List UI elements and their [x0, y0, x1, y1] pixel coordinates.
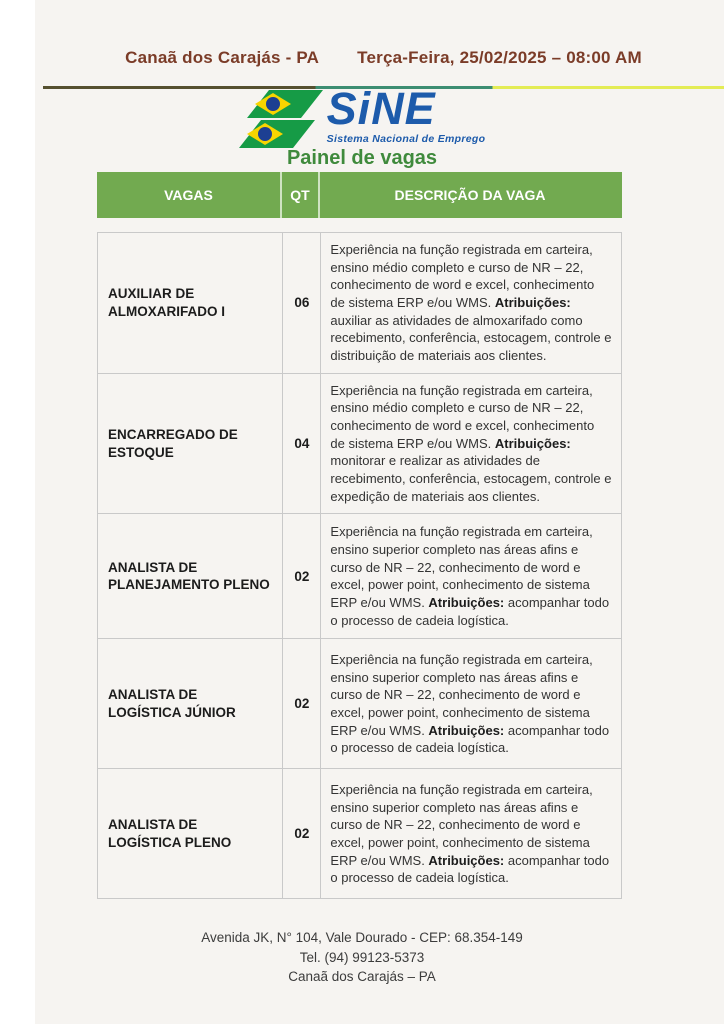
- document-footer: [0, 928, 724, 987]
- column-header-qt: QT: [282, 172, 320, 218]
- job-desc-duties: monitorar e realizar as atividades de recebimento, conferência, estocagem, controle e expedição de materiais aos clientes.: [330, 453, 612, 504]
- sine-logo-name: SiNE: [326, 83, 436, 134]
- sine-logo-text: [326, 83, 486, 145]
- job-desc-atribuicoes-label: Atribuições:: [494, 435, 571, 451]
- job-desc-requirements: Experiência na função registrada em carteira, ensino médio completo e curso de NR – 22, conhecimento de word e excel, conhecimento de sistema ERP e/ou WMS.: [330, 382, 595, 451]
- job-desc-atribuicoes-label: Atribuições:: [494, 295, 571, 311]
- job-desc-duties: acompanhar todo o processo de cadeia logística.: [330, 595, 610, 628]
- header-location: Canaã dos Carajás - PA: [125, 48, 320, 67]
- footer-city: Canaã dos Carajás – PA: [288, 969, 436, 985]
- jobs-table-body: [97, 232, 622, 899]
- job-desc-requirements: Experiência na função registrada em carteira, ensino médio completo e curso de NR – 22, conhecimento de word e excel, conhecimento de sistema ERP e/ou WMS.: [330, 242, 595, 311]
- table-row: [98, 373, 622, 514]
- job-title: ANALISTA DE LOGÍSTICA PLENO: [98, 769, 283, 899]
- job-description: [321, 233, 622, 374]
- brazil-flag-s-icon: [239, 90, 323, 155]
- job-description: [321, 373, 622, 514]
- table-header-row: [97, 172, 622, 218]
- table-row: [98, 233, 622, 374]
- sine-logo: [0, 83, 724, 155]
- sine-logo-subtitle: Sistema Nacional de Emprego: [326, 133, 486, 145]
- job-description: [321, 514, 622, 639]
- job-title: ENCARREGADO DE ESTOQUE: [98, 373, 283, 514]
- footer-address: Avenida JK, N° 104, Vale Dourado - CEP: 68.354-149: [201, 930, 523, 945]
- job-title: AUXILIAR DE ALMOXARIFADO I: [98, 233, 283, 374]
- job-description: [321, 769, 622, 899]
- job-qt: 04: [283, 373, 321, 514]
- job-desc-atribuicoes-label: Atribuições:: [428, 722, 505, 738]
- job-desc-requirements: Experiência na função registrada em carteira, ensino superior completo nas áreas afins e curso de NR – 22, conhecimento de word e excel, power point, conhecimento de sistema ERP e/ou WMS.: [330, 651, 593, 738]
- page-title: Painel de vagas: [286, 147, 438, 169]
- footer-phone: Tel. (94) 99123-5373: [299, 949, 425, 965]
- column-header-vagas: VAGAS: [97, 172, 282, 218]
- job-desc-requirements: Experiência na função registrada em carteira, ensino superior completo nas áreas afins e curso de NR – 22, conhecimento de word e excel, power point, conhecimento de sistema ERP e/ou WMS.: [330, 524, 593, 611]
- job-qt: 06: [283, 233, 321, 374]
- job-description: [321, 639, 622, 769]
- job-desc-duties: acompanhar todo o processo de cadeia logística.: [330, 852, 610, 886]
- table-row: [98, 769, 622, 899]
- job-desc-atribuicoes-label: Atribuições:: [428, 595, 505, 611]
- jobs-table: [97, 172, 622, 899]
- job-desc-duties: acompanhar todo o processo de cadeia logística.: [330, 722, 610, 756]
- job-qt: 02: [283, 639, 321, 769]
- job-qt: 02: [283, 514, 321, 639]
- document-header: [43, 48, 724, 68]
- table-row: [98, 639, 622, 769]
- job-qt: 02: [283, 769, 321, 899]
- table-row: [98, 514, 622, 639]
- job-title: ANALISTA DE PLANEJAMENTO PLENO: [98, 514, 283, 639]
- job-desc-duties: auxiliar as atividades de almoxarifado como recebimento, conferência, estocagem, controle e distribuição de materiais aos clientes.: [330, 312, 612, 364]
- header-datetime: Terça-Feira, 25/02/2025 – 08:00 AM: [357, 48, 642, 67]
- job-title: ANALISTA DE LOGÍSTICA JÚNIOR: [98, 639, 283, 769]
- job-desc-requirements: Experiência na função registrada em carteira, ensino superior completo nas áreas afins e curso de NR – 22, conhecimento de word e excel, power point, conhecimento de sistema ERP e/ou WMS.: [330, 781, 593, 868]
- job-desc-atribuicoes-label: Atribuições:: [428, 852, 505, 868]
- column-header-descricao: DESCRIÇÃO DA VAGA: [394, 187, 546, 203]
